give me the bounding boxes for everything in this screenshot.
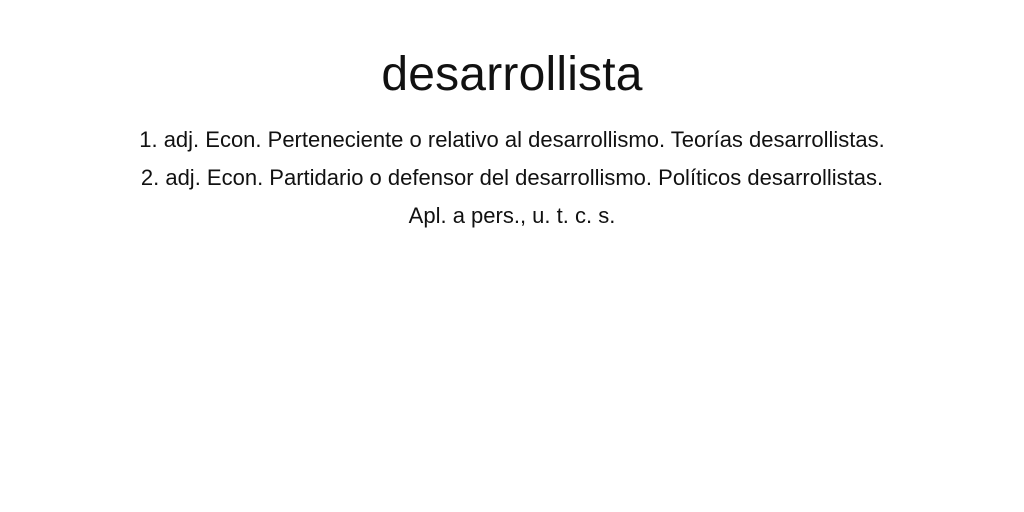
definition-1: 1. adj. Econ. Perteneciente o relativo al desarrollismo. Teorías desarrollistas.: [139, 127, 885, 152]
definitions-block: [0, 121, 1024, 235]
definition-usage-note: Apl. a pers., u. t. c. s.: [408, 203, 616, 228]
headword-title: desarrollista: [381, 48, 643, 101]
definition-2: 2. adj. Econ. Partidario o defensor del desarrollismo. Políticos desarrollistas.: [140, 165, 884, 190]
